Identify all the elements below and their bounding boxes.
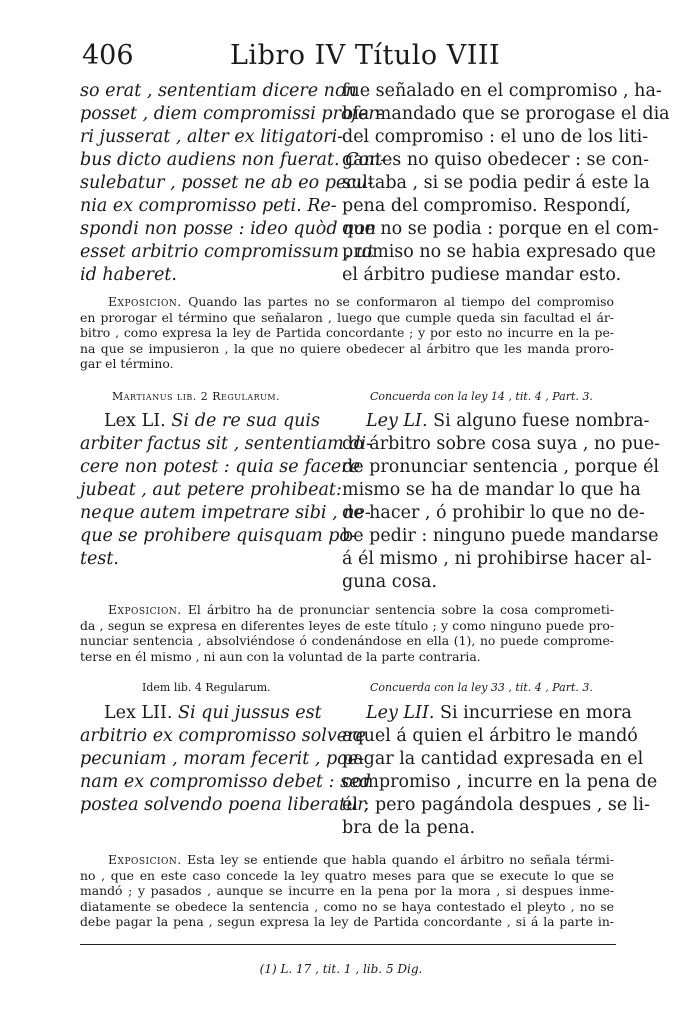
exposicion-line: diatamente se obedece la sentencia , como no se haya contestado el pleyto , no se (80, 898, 614, 914)
exposicion-2 (80, 602, 614, 664)
latin-line: so erat , sententiam dicere non (80, 81, 357, 101)
exposicion-line: mandó ; y pasados , aunque se incurre en la pena por la mora , si despues inme- (80, 883, 614, 898)
latin-line: que se prohibere quisquam po- (80, 526, 356, 546)
spanish-line: gantes no quiso obedecer : se con- (342, 150, 649, 170)
spanish-line: bra de la pena. (342, 818, 476, 838)
latin-line: sulebatur , posset ne ab eo pecu- (80, 173, 374, 193)
page-number: 406 (82, 40, 134, 71)
latin-line: Lex LI. Si de re sua quis (104, 411, 320, 431)
latin-line: test. (80, 549, 119, 569)
running-header (0, 40, 682, 80)
exposicion-line: no , que en este caso concede la ley quatro meses para que se execute lo que se (80, 867, 614, 883)
spanish-line: del compromiso : el uno de los liti- (342, 127, 649, 147)
exposicion-3 (80, 852, 614, 930)
spanish-line: de hacer , ó prohibir lo que no de- (342, 503, 645, 523)
latin-line: ri jusserat , alter ex litigatori- (80, 127, 344, 147)
latin-text-block-1 (80, 80, 387, 287)
latin-line: Lex LII. Si qui jussus est (104, 703, 322, 723)
latin-line: bus dicto audiens non fuerat. Con- (80, 150, 387, 170)
lex-heading: Lex LII. (104, 703, 173, 723)
exposicion-line: da , segun se expresa en diferentes leyes de este título ; y como ninguno puede pro- (80, 617, 614, 633)
exposicion-1 (80, 294, 614, 372)
spanish-line: él ; pero pagándola despues , se li- (342, 795, 650, 815)
latin-line: nam ex compromisso debet : sed (80, 772, 371, 792)
spanish-line: mismo se ha de mandar lo que ha (342, 480, 641, 500)
spanish-line: do árbitro sobre cosa suya , no pue- (342, 434, 661, 454)
latin-line: cere non potest : quia se facere (80, 457, 360, 477)
exposicion-line: Exposicion. Quando las partes no se conformaron al tiempo del compromiso (108, 294, 614, 309)
latin-line: arbiter factus sit , sententiam di- (80, 434, 372, 454)
running-title: Libro IV Título VIII (230, 40, 501, 71)
lex-51-latin (80, 410, 372, 571)
spanish-line: que no se podia : porque en el com- (342, 219, 659, 239)
exposicion-line: Exposicion. El árbitro ha de pronunciar sentencia sobre la cosa comprometi- (108, 602, 614, 617)
exposicion-label: Exposicion. (108, 602, 182, 617)
lex-heading: Lex LI. (104, 411, 166, 431)
exposicion-label: Exposicion. (108, 852, 182, 867)
exposicion-line: bitro , como expresa la ley de Partida concordante ; y por esto no incurre en la pe- (80, 325, 614, 340)
latin-line: id haberet. (80, 265, 177, 285)
spanish-line: pagar la cantidad expresada en el (342, 749, 644, 769)
exposicion-line: terse en él mismo , ni aun con la voluntad de la parte contraria. (80, 648, 481, 664)
latin-line: postea solvendo poena liberatur. (80, 795, 370, 815)
spanish-line: guna cosa. (342, 572, 438, 592)
footnote: (1) L. 17 , tit. 1 , lib. 5 Dig. (259, 962, 423, 976)
spanish-line: Ley LII. Si incurriese en mora (366, 703, 632, 723)
spanish-line: el árbitro pudiese mandar esto. (342, 265, 622, 285)
source-martianus: Martianus lib. 2 Regularum. (112, 390, 281, 403)
spanish-line: compromiso , incurre en la pena de (342, 772, 658, 792)
exposicion-label: Exposicion. (108, 294, 182, 309)
latin-line: posset , diem compromissi profer- (80, 104, 383, 124)
concordance-ley-14: Concuerda con la ley 14 , tit. 4 , Part. 3. (370, 390, 593, 403)
exposicion-line: Exposicion. Esta ley se entiende que habla quando el árbitro no señala térmi- (108, 852, 614, 867)
spanish-line: de pronunciar sentencia , porque él (342, 457, 660, 477)
exposicion-line: gar el término. (80, 356, 174, 371)
exposicion-line: na que se impusieron , la que no quiere obedecer al árbitro que les manda proro- (80, 340, 614, 356)
spanish-line: bia mandado que se prorogase el dia (342, 104, 670, 124)
spanish-line: sultaba , si se podia pedir á este la (342, 173, 650, 193)
source-idem: Idem lib. 4 Regularum. (142, 681, 271, 694)
ley-heading: Ley LI. (366, 411, 428, 431)
spanish-line: fue señalado en el compromiso , ha- (342, 81, 662, 101)
spanish-text-block-1 (342, 80, 670, 287)
latin-line: jubeat , aut petere prohibeat: (80, 480, 342, 500)
spanish-line: aquel á quien el árbitro le mandó (342, 726, 638, 746)
latin-line: nia ex compromisso peti. Re- (80, 196, 337, 216)
latin-line: spondi non posse : ideo quòd non (80, 219, 377, 239)
exposicion-line: en prorogar el término que señalaron , luego que cumple queda sin facultad el ár- (80, 309, 614, 325)
footnote-rule (80, 944, 616, 945)
spanish-line: be pedir : ninguno puede mandarse (342, 526, 659, 546)
exposicion-line: debe pagar la pena , segun expresa la ley de Partida concordante , si á la parte in- (80, 914, 614, 929)
latin-line: pecuniam , moram fecerit , poe- (80, 749, 364, 769)
spanish-line: Ley LI. Si alguno fuese nombra- (366, 411, 650, 431)
spanish-line: pena del compromiso. Respondí, (342, 196, 631, 216)
spanish-line: promiso no se habia expresado que (342, 242, 656, 262)
latin-line: esset arbitrio compromissum , ut (80, 242, 375, 262)
latin-line: neque autem impetrare sibi , ne- (80, 503, 371, 523)
ley-heading: Ley LII. (366, 703, 435, 723)
ley-52-spanish (342, 702, 658, 840)
concordance-ley-33: Concuerda con la ley 33 , tit. 4 , Part. 3. (370, 681, 593, 694)
lex-52-latin (80, 702, 371, 817)
spanish-line: á él mismo , ni prohibirse hacer al- (342, 549, 652, 569)
latin-line: arbitrio ex compromisso solvere (80, 726, 366, 746)
ley-51-spanish (342, 410, 661, 594)
exposicion-line: nunciar sentencia , absolviéndose ó condenándose en ella (1), no puede comprome- (80, 633, 614, 648)
